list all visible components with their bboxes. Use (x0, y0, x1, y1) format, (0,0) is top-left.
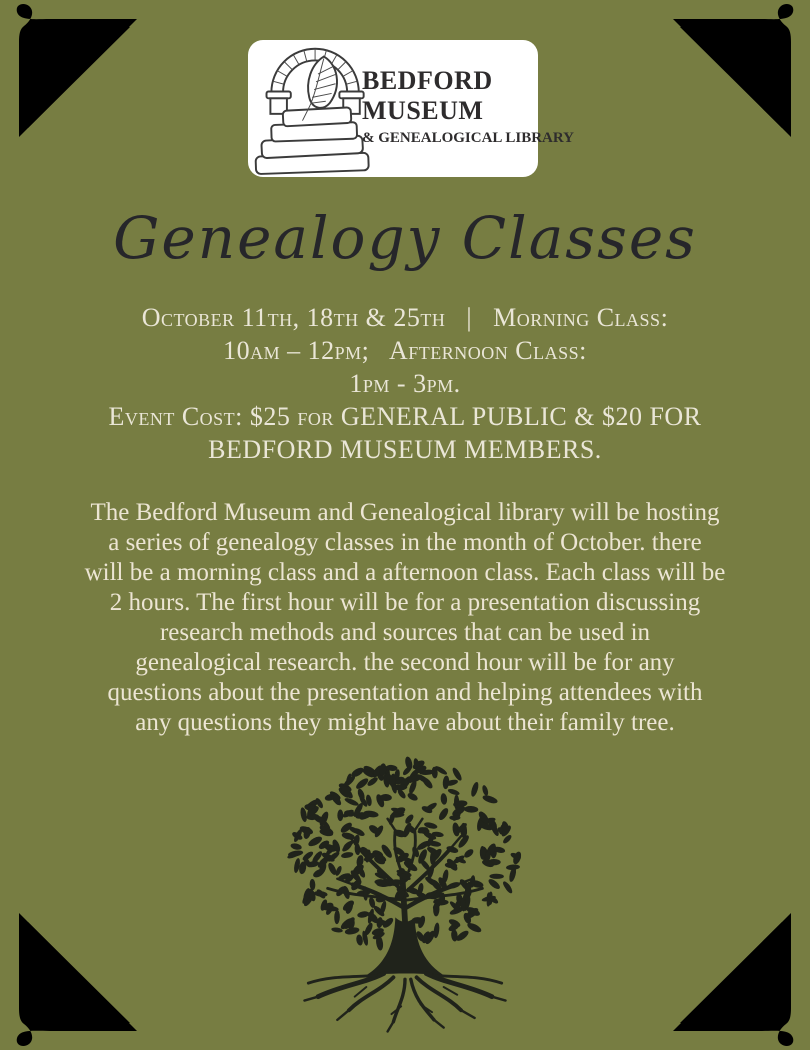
description-line: any questions they might have about their family tree. (135, 709, 675, 736)
page-title: Genealogy Classes (113, 204, 697, 272)
museum-logo (248, 40, 575, 177)
event-details-line: 1pm - 3pm. (349, 369, 461, 398)
corner-flourish-icon (660, 0, 810, 150)
logo-text-museum: MUSEUM (362, 96, 484, 125)
description-line: questions about the presentation and helping attendees with (107, 679, 703, 706)
corner-flourish-icon (0, 900, 150, 1050)
description-line: will be a morning class and a afternoon class. Each class will be (84, 559, 726, 586)
description-line: genealogical research. the second hour will be for any (135, 649, 675, 676)
corner-flourish-icon (0, 0, 150, 150)
description-line: 2 hours. The first hour will be for a presentation discussing (109, 589, 701, 616)
description-line: The Bedford Museum and Genealogical library will be hosting (90, 499, 720, 526)
description (0, 498, 810, 738)
event-details (0, 301, 810, 466)
family-tree-icon (260, 755, 550, 1045)
logo-text-bedford: BEDFORD (362, 66, 493, 95)
logo-text (362, 66, 574, 146)
description-line: a series of genealogy classes in the month of October. there (108, 529, 702, 556)
corner-flourish-icon (660, 900, 810, 1050)
description-line: research methods and sources that can be used in (159, 619, 651, 646)
event-details-line: Event Cost: $25 for GENERAL PUBLIC & $20 FOR (108, 402, 702, 431)
event-details-line: BEDFORD MUSEUM MEMBERS. (208, 435, 602, 464)
logo-text-library: & GENEALOGICAL LIBRARY (362, 130, 575, 146)
event-details-line: 10am – 12pm; Afternoon Class: (223, 336, 587, 365)
event-details-line: October 11th, 18th & 25th | Morning Class: (141, 303, 669, 332)
